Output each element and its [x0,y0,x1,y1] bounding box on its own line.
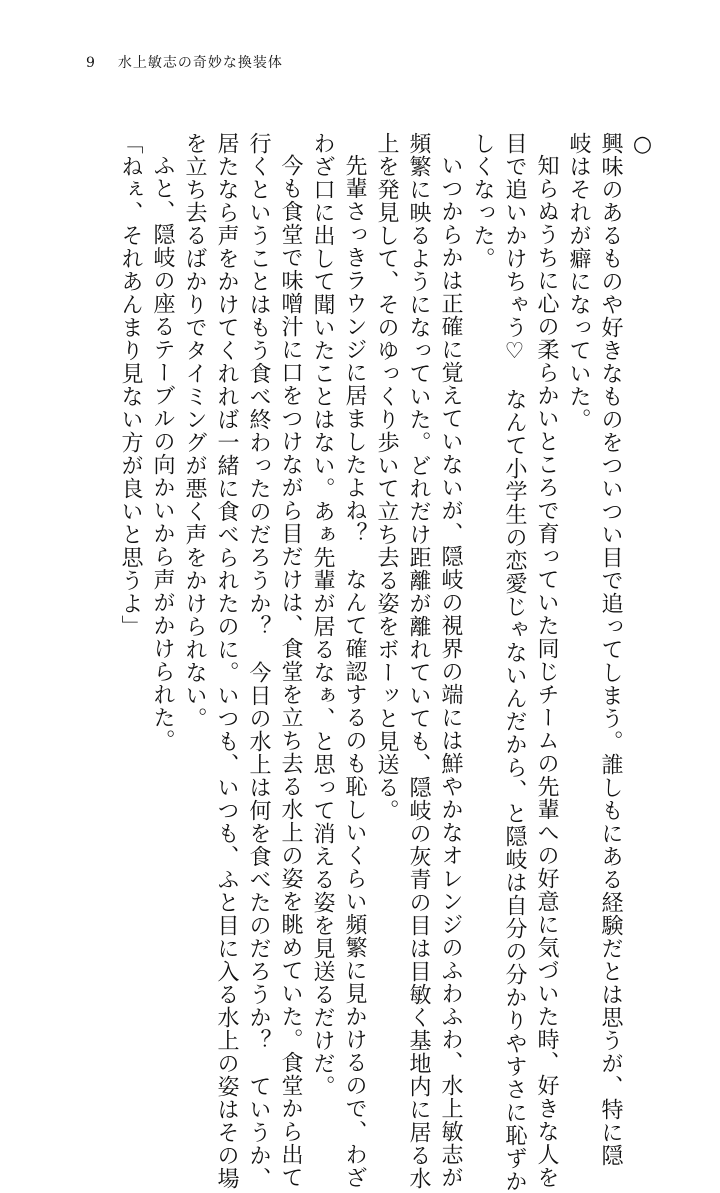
page-header [86,52,283,72]
text-line: 先輩さっきラウンジに居ましたよね？ なんて確認するのも恥しいくらい頻繁に見かけるので、わざ [342,154,367,1189]
text-line: いつからかは正確に覚えていないが、隠岐の視界の端には鮮やかなオレンジのふわふわ、水上敏志が [438,154,463,1189]
text-line: 興味のあるものや好きなものをついつい目で追ってしまう。誰しもにある経験だとは思うが、特に隠 [598,132,623,1167]
scene-break-marker: ○ [630,132,655,158]
text-line: しくなった。 [470,132,495,270]
page-number: 9 [86,55,96,71]
text-line: 岐はそれが癖になっていた。 [566,132,591,431]
text-line: を立ち去るばかりでタイミングが悪く声をかけられない。 [182,132,207,730]
text-line: 今も食堂で味噌汁に口をつけながら目だけは、食堂を立ち去る水上の姿を眺めていた。食堂から出て [278,154,303,1189]
vertical-body-text [114,132,658,1193]
text-line: 頻繁に映るようになっていた。どれだけ距離が離れていても、隠岐の灰青の目は目敏く基地内に居る水 [406,132,431,1190]
running-title: 水上敏志の奇妙な換装体 [117,55,283,71]
text-line: 目で追いかけちゃう♡ なんて小学生の恋愛じゃないんだから、と隠岐は自分の分かりやすさに恥ずか [502,132,527,1193]
text-line: 「ねぇ、それあんまり見ない方が良いと思うよ」 [118,132,143,638]
text-line: ふと、隠岐の座るテーブルの向かいから声がかけられた。 [150,154,175,752]
text-line: 上を発見して、そのゆっくり歩いて立ち去る姿をボーッと見送る。 [374,132,399,822]
text-line: 行くということはもう食べ終わったのだろうか？ 今日の水上は何を食べたのだろうか？ ていうか、 [246,132,271,1190]
text-line: わざ口に出して聞いたことはない。あぁ先輩が居るなぁ、と思って消える姿を見送るだけだ。 [310,132,335,1098]
text-line: 知らぬうちに心の柔らかいところで育っていた同じチームの先輩への好意に気づいた時、好きな人を [534,154,559,1189]
text-line: 居たなら声をかけてくれれば一緒に食べられたのに。いつも、いつも、ふと目に入る水上の姿はその場 [214,132,239,1190]
